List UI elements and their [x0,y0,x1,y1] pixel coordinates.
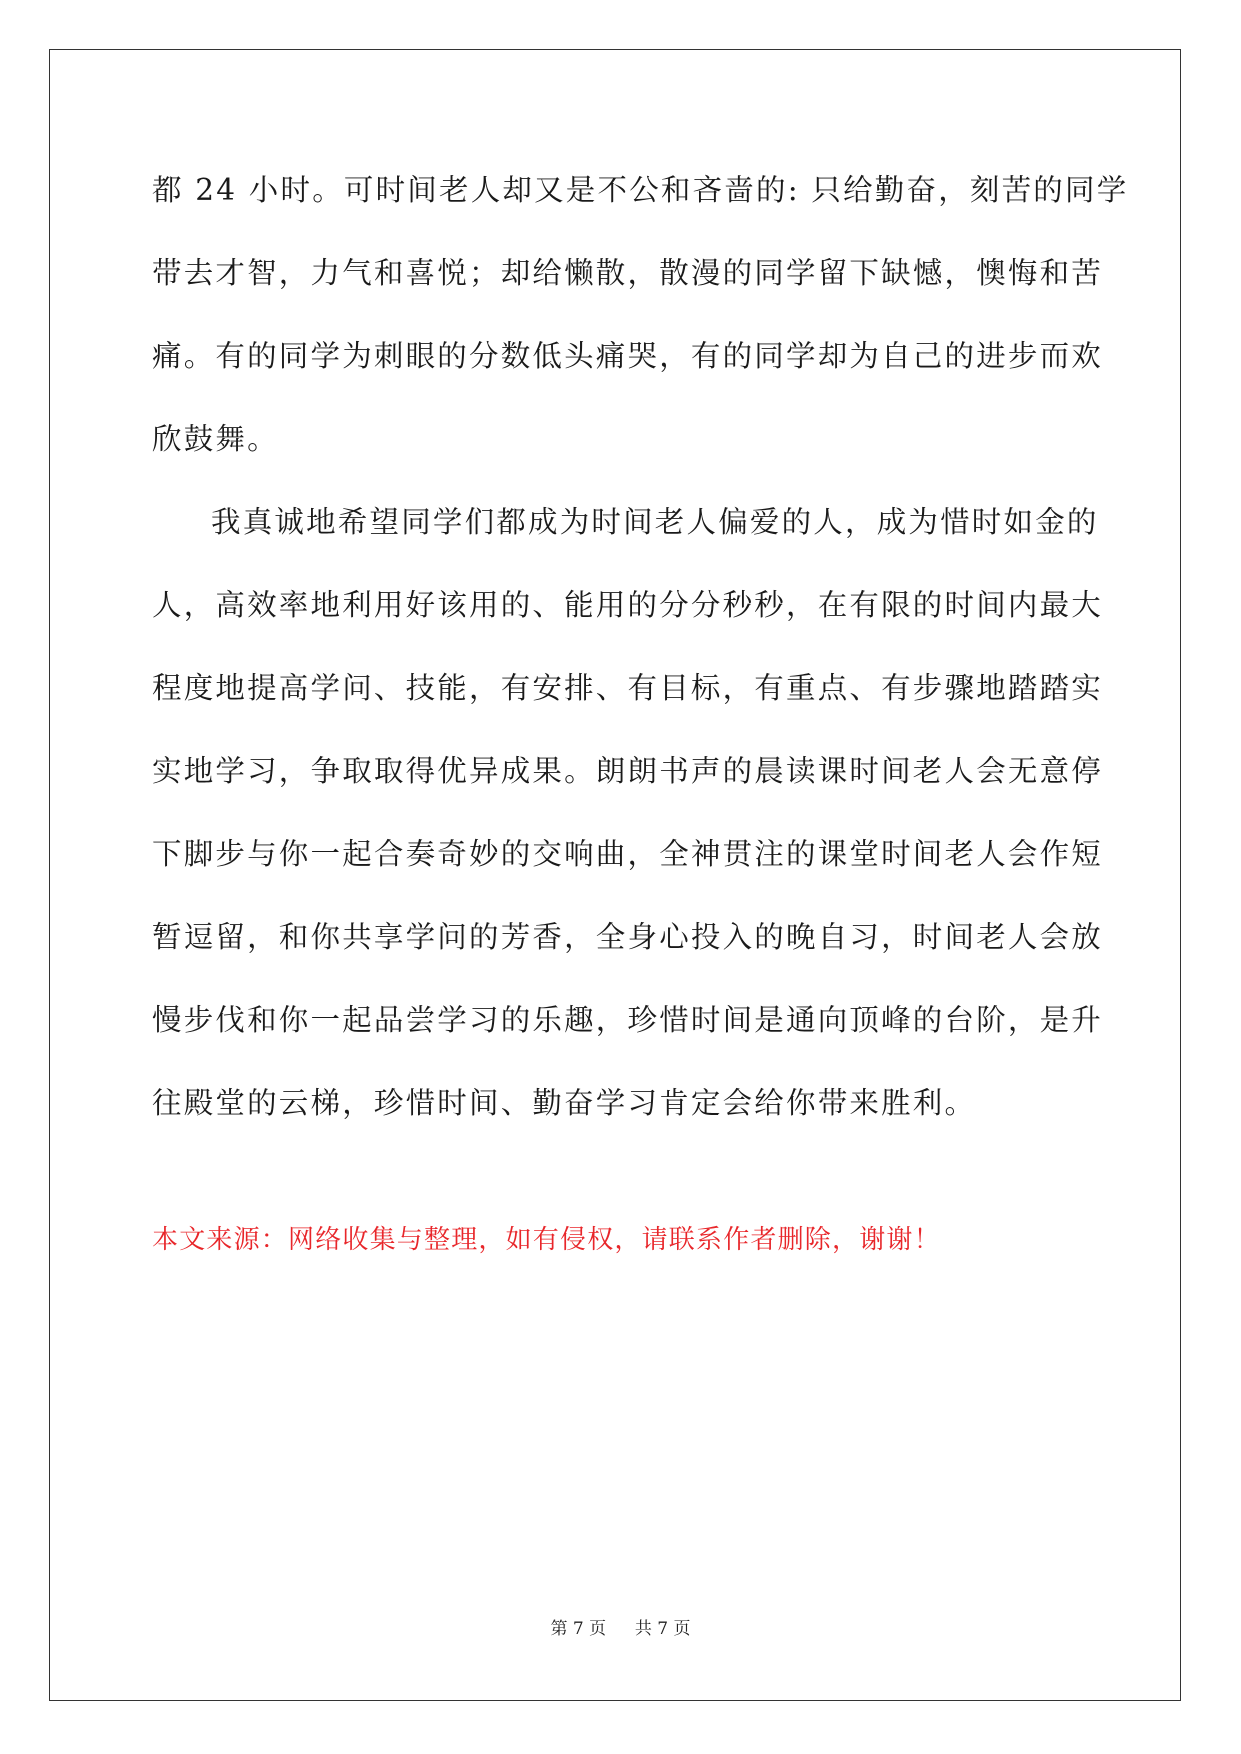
body-line: 欣鼓舞。 [152,422,279,456]
body-line: 下脚步与你一起合奏奇妙的交响曲，全神贯注的课堂时间老人会作短 [152,837,1104,871]
body-line: 带去才智，力气和喜悦；却给懒散，散漫的同学留下缺憾，懊悔和苦 [152,256,1104,290]
page-number-current: 第 7 页 [550,1619,607,1639]
document-body [152,160,1129,1156]
body-line: 人，高效率地利用好该用的、能用的分分秒秒，在有限的时间内最大 [152,588,1104,622]
page-number-total: 共 7 页 [634,1619,691,1639]
body-line: 都 24 小时。可时间老人却又是不公和吝啬的: 只给勤奋，刻苦的同学 [152,173,1129,207]
body-line: 往殿堂的云梯，珍惜时间、勤奋学习肯定会给你带来胜利。 [152,1086,977,1120]
source-disclaimer: 本文来源：网络收集与整理，如有侵权，请联系作者删除，谢谢！ [152,1225,941,1255]
body-line: 程度地提高学问、技能，有安排、有目标，有重点、有步骤地踏踏实 [152,671,1104,705]
body-line: 慢步伐和你一起品尝学习的乐趣，珍惜时间是通向顶峰的台阶，是升 [152,1003,1104,1037]
page-footer [0,1617,1241,1641]
paragraph-start-line: 我真诚地希望同学们都成为时间老人偏爱的人，成为惜时如金的 [211,505,1099,539]
body-line: 实地学习，争取取得优异成果。朗朗书声的晨读课时间老人会无意停 [152,754,1104,788]
body-line: 痛。有的同学为刺眼的分数低头痛哭，有的同学却为自己的进步而欢 [152,339,1104,373]
body-line: 暂逗留，和你共享学问的芳香，全身心投入的晚自习，时间老人会放 [152,920,1104,954]
